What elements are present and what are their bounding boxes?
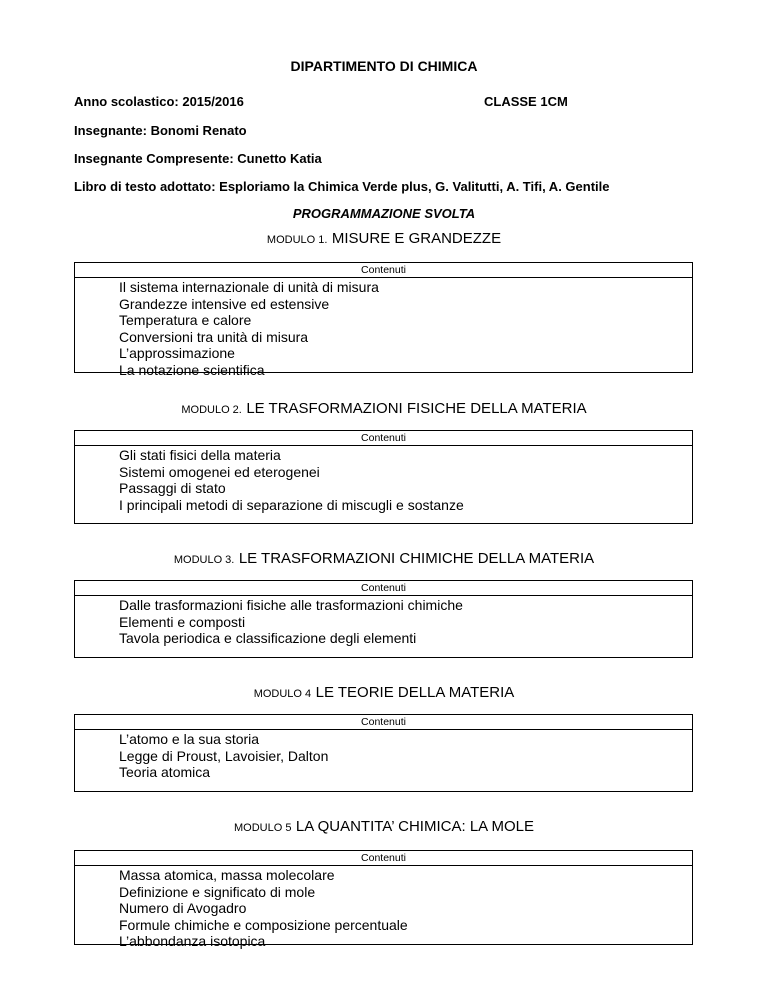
module-2-title [0, 400, 768, 418]
module-name: MISURE E GRANDEZZE [331, 230, 502, 247]
contents-header: Contenuti [75, 581, 692, 596]
list-item: Conversioni tra unità di misura [119, 328, 309, 345]
module-name: LE TRASFORMAZIONI FISICHE DELLA MATERIA [246, 400, 587, 417]
school-year: Anno scolastico: 2015/2016 [74, 94, 244, 109]
module-prefix: MODULO 4 [253, 688, 312, 700]
contents-header: Contenuti [75, 263, 692, 278]
class-label: CLASSE 1CM [484, 94, 568, 109]
contents-list [75, 446, 692, 513]
module-prefix: MODULO 5 [233, 822, 292, 834]
module-prefix: MODULO 2. [181, 404, 242, 416]
list-item: Formule chimiche e composizione percentuale [119, 916, 408, 933]
contents-list [75, 596, 692, 647]
module-1-title [0, 230, 768, 248]
list-item: Massa atomica, massa molecolare [119, 867, 335, 883]
contents-header: Contenuti [75, 715, 692, 730]
contents-list [75, 730, 692, 781]
list-item: Temperatura e calore [119, 312, 252, 328]
list-item: Numero di Avogadro [119, 900, 247, 916]
program-title: PROGRAMMAZIONE SVOLTA [292, 206, 476, 221]
list-item: Teoria atomica [119, 764, 211, 780]
module-5-contents-table [74, 850, 693, 949]
module-2-contents-table [74, 430, 693, 524]
list-item: Il sistema internazionale di unità di misura [119, 279, 379, 295]
list-item: I principali metodi di separazione di miscugli e sostanze [119, 496, 464, 513]
contents-list [75, 866, 692, 950]
list-item: Elementi e composti [119, 613, 246, 630]
module-4-title [0, 684, 768, 702]
co-teacher: Insegnante Compresente: Cunetto Katia [74, 151, 322, 166]
module-3-contents-table [74, 580, 693, 658]
list-item: La notazione scientifica [119, 361, 265, 378]
department-title: DIPARTIMENTO DI CHIMICA [290, 58, 478, 74]
list-item: Grandezze intensive ed estensive [119, 295, 330, 312]
textbook: Libro di testo adottato: Esploriamo la Chimica Verde plus, G. Valitutti, A. Tifi, A. Gentile [74, 179, 610, 194]
module-name: LE TEORIE DELLA MATERIA [315, 684, 515, 701]
module-name: LE TRASFORMAZIONI CHIMICHE DELLA MATERIA [238, 550, 595, 567]
module-4-contents-table [74, 714, 693, 792]
list-item: L’approssimazione [119, 345, 235, 361]
list-item: Tavola periodica e classificazione degli elementi [119, 630, 417, 646]
teacher: Insegnante: Bonomi Renato [74, 123, 247, 138]
module-5-title [0, 818, 768, 836]
list-item: Legge di Proust, Lavoisier, Dalton [119, 747, 329, 764]
module-name: LA QUANTITA’ CHIMICA: LA MOLE [295, 818, 535, 835]
contents-header: Contenuti [75, 431, 692, 446]
module-3-title [0, 550, 768, 568]
list-item: Passaggi di stato [119, 480, 226, 496]
module-prefix: MODULO 1. [266, 234, 328, 246]
contents-header: Contenuti [75, 851, 692, 866]
list-item: L’atomo e la sua storia [119, 731, 260, 747]
contents-list [75, 278, 692, 378]
list-item: L’abbondanza isotopica [119, 933, 266, 949]
list-item: Definizione e significato di mole [119, 883, 316, 900]
module-1-contents-table [74, 262, 693, 378]
module-prefix: MODULO 3. [173, 554, 235, 566]
list-item: Dalle trasformazioni fisiche alle trasformazioni chimiche [119, 597, 463, 613]
list-item: Gli stati fisici della materia [119, 447, 281, 463]
list-item: Sistemi omogenei ed eterogenei [119, 463, 320, 480]
